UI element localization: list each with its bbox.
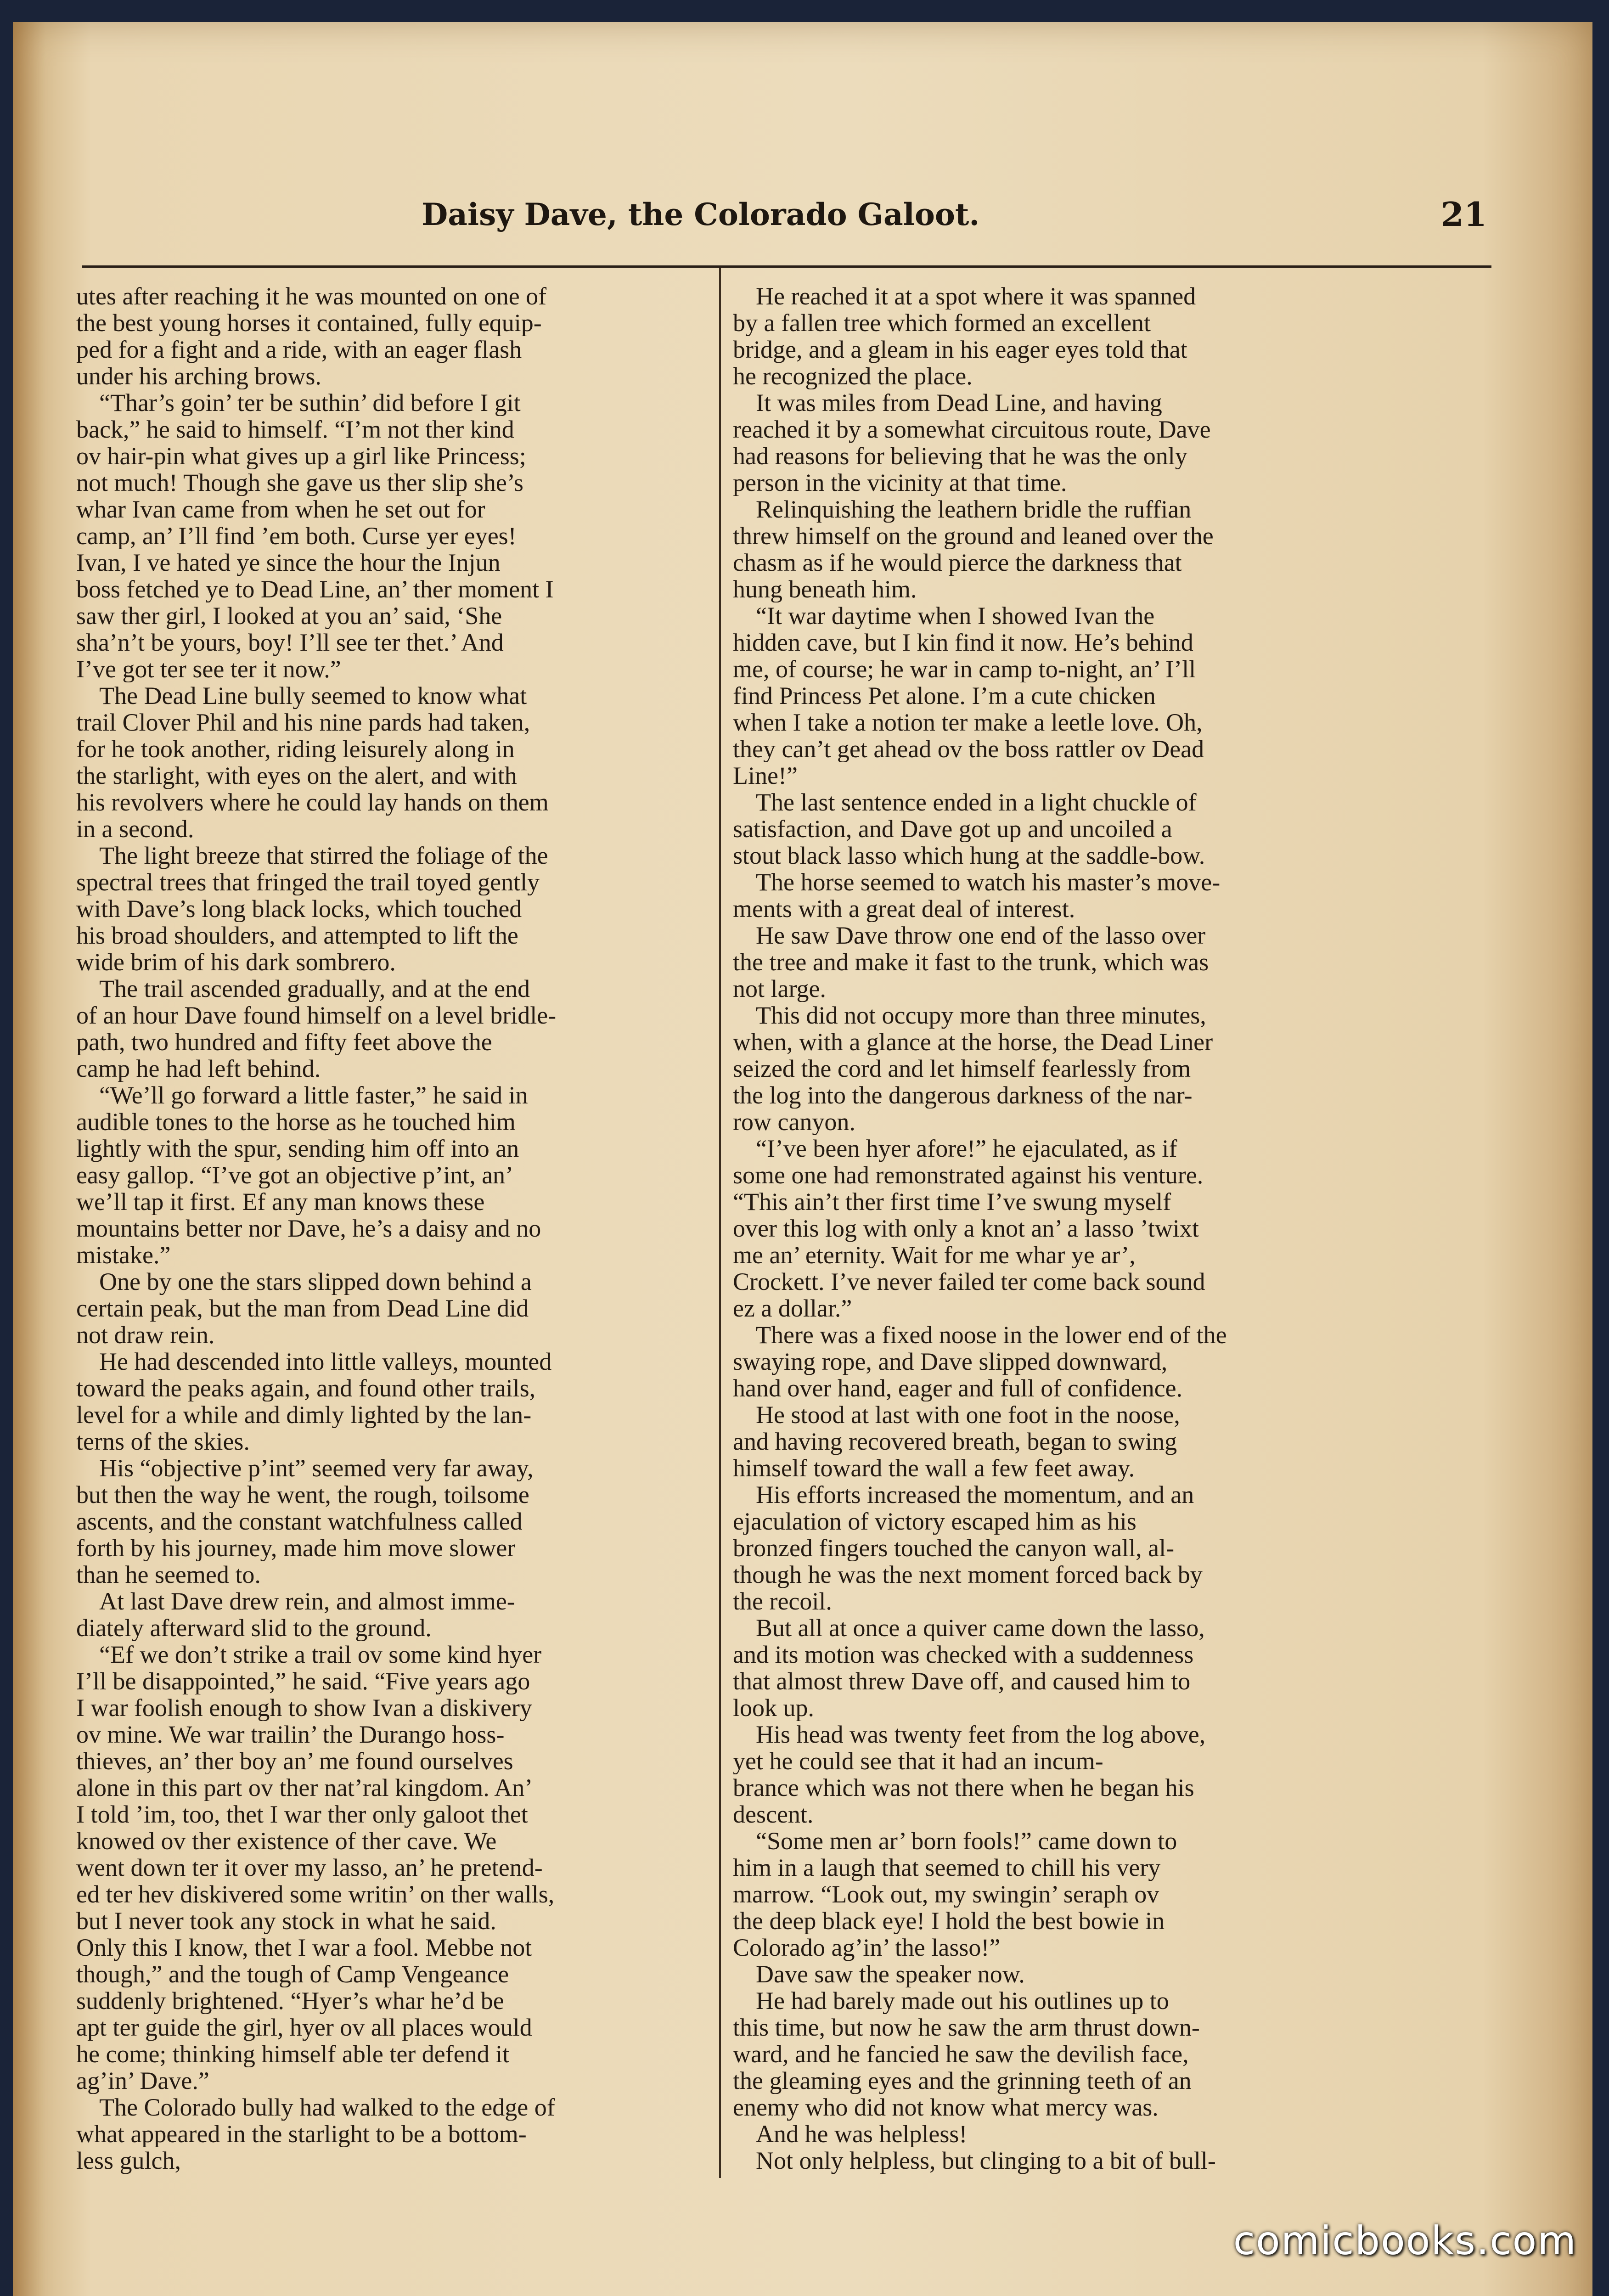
text-line: under his arching brows. [76,363,321,389]
text-line: He had barely made out his outlines up to [756,1987,1169,2014]
text-line: yet he could see that it had an incum- [733,1748,1103,1774]
text-line: but I never took any stock in what he said. [76,1908,496,1934]
text-line: whar Ivan came from when he set out for [76,496,485,523]
text-line: “This ain’t ther first time I’ve swung myself [733,1188,1171,1215]
text-line: went down ter it over my lasso, an’ he pretend- [76,1854,543,1881]
text-line: And he was helpless! [756,2121,968,2147]
text-line: of an hour Dave found himself on a level bridle- [76,1002,557,1029]
text-line: ped for a fight and a ride, with an eager flash [76,336,522,363]
text-line: over this log with only a knot an’ a lasso ’twixt [733,1215,1199,1242]
text-line: threw himself on the ground and leaned over the [733,523,1214,549]
text-line: satisfaction, and Dave got up and uncoiled a [733,816,1172,842]
text-line: trail Clover Phil and his nine pards had taken, [76,709,530,736]
text-line: but then the way he went, the rough, toilsome [76,1481,529,1508]
text-line: His “objective p’int” seemed very far away, [99,1455,534,1481]
text-line: The Dead Line bully seemed to know what [99,682,527,709]
text-line: wide brim of his dark sombrero. [76,949,396,975]
text-line: I’ve got ter see ter it now.” [76,656,341,682]
text-line: saw ther girl, I looked at you an’ said, ‘She [76,602,502,629]
text-line: ments with a great deal of interest. [733,895,1075,922]
text-line: There was a fixed noose in the lower end of the [756,1322,1227,1348]
text-line: the recoil. [733,1588,832,1615]
text-line: enemy who did not know what mercy was. [733,2094,1159,2121]
text-line: spectral trees that fringed the trail toyed gently [76,869,540,895]
text-line: ag’in’ Dave.” [76,2067,209,2094]
text-line: hung beneath him. [733,576,917,602]
text-line: I war foolish enough to show Ivan a diskivery [76,1694,532,1721]
text-line: bronzed fingers touched the canyon wall, al- [733,1535,1175,1561]
text-line: this time, but now he saw the arm thrust down- [733,2014,1200,2041]
text-line: had reasons for believing that he was the only [733,443,1187,469]
text-line: “I’ve been hyer afore!” he ejaculated, as if [756,1135,1177,1162]
text-line: diately afterward slid to the ground. [76,1615,432,1641]
text-line: He reached it at a spot where it was spanned [756,283,1196,310]
text-line: Line!” [733,762,798,789]
text-line: I’ll be disappointed,” he said. “Five years ago [76,1668,530,1694]
page-number: 21 [1440,195,1487,234]
text-line: me, of course; he war in camp to-night, an’ I’ll [733,656,1196,682]
text-line: the deep black eye! I hold the best bowie in [733,1908,1165,1934]
text-line: He had descended into little valleys, mounted [99,1348,552,1375]
text-line: by a fallen tree which formed an excellent [733,310,1151,336]
text-line: person in the vicinity at that time. [733,469,1067,496]
text-line: Not only helpless, but clinging to a bit of bull- [756,2147,1216,2174]
text-line: the gleaming eyes and the grinning teeth of an [733,2067,1192,2094]
text-line: ward, and he fancied he saw the devilish face, [733,2041,1189,2067]
text-line: hand over hand, eager and full of confidence. [733,1375,1183,1401]
text-line: some one had remonstrated against his venture. [733,1162,1204,1188]
text-line: the log into the dangerous darkness of the nar- [733,1082,1193,1109]
text-line: less gulch, [76,2147,181,2174]
text-line: not much! Though she gave us ther slip she’s [76,469,523,496]
text-line: ascents, and the constant watchfulness called [76,1508,523,1535]
text-line: His efforts increased the momentum, and an [756,1481,1194,1508]
running-header [82,178,1491,268]
text-line: his revolvers where he could lay hands on them [76,789,549,816]
text-line: in a second. [76,816,194,842]
text-line: he recognized the place. [733,363,973,389]
text-line: when I take a notion ter make a leetle love. Oh, [733,709,1203,736]
text-line: “It war daytime when I showed Ivan the [756,602,1155,629]
text-line: “Thar’s goin’ ter be suthin’ did before I git [99,389,521,416]
text-line: the starlight, with eyes on the alert, and with [76,762,517,789]
text-line: ed ter hev diskivered some writin’ on ther walls, [76,1881,555,1908]
text-line: camp, an’ I’ll find ’em both. Curse yer eyes! [76,523,517,549]
text-line: The Colorado bully had walked to the edge of [99,2094,555,2121]
text-line: and its motion was checked with a suddenness [733,1641,1194,1668]
text-line: Dave saw the speaker now. [756,1961,1025,1987]
text-line: back,” he said to himself. “I’m not ther kind [76,416,514,443]
text-line: The trail ascended gradually, and at the end [99,975,530,1002]
text-line: suddenly brightened. “Hyer’s whar he’d be [76,1987,504,2014]
text-line: I told ’im, too, thet I war ther only galoot thet [76,1801,528,1828]
text-line: himself toward the wall a few feet away. [733,1455,1135,1481]
text-line: chasm as if he would pierce the darkness that [733,549,1182,576]
text-line: though,” and the tough of Camp Vengeance [76,1961,509,1987]
text-line: ov mine. We war trailin’ the Durango hoss- [76,1721,505,1748]
text-line: mistake.” [76,1242,171,1268]
text-line: he come; thinking himself able ter defend it [76,2041,510,2067]
text-line: seized the cord and let himself fearlessly from [733,1055,1191,1082]
text-line: “Some men ar’ born fools!” came down to [756,1828,1177,1854]
text-line: hidden cave, but I kin find it now. He’s behind [733,629,1193,656]
text-line: One by one the stars slipped down behind a [99,1268,532,1295]
right-text-column [733,283,1350,2174]
text-line: toward the peaks again, and found other trails, [76,1375,536,1401]
text-line: stout black lasso which hung at the saddle-bow. [733,842,1205,869]
text-line: look up. [733,1694,815,1721]
text-line: Relinquishing the leathern bridle the ruffian [756,496,1192,523]
text-line: He saw Dave throw one end of the lasso over [756,922,1206,949]
text-line: though he was the next moment forced back by [733,1561,1203,1588]
text-line: descent. [733,1801,814,1828]
text-line: apt ter guide the girl, hyer ov all places would [76,2014,532,2041]
text-line: with Dave’s long black locks, which touched [76,895,522,922]
text-line: forth by his journey, made him move slower [76,1535,516,1561]
text-line: mountains better nor Dave, he’s a daisy and no [76,1215,541,1242]
text-line: swaying rope, and Dave slipped downward, [733,1348,1168,1375]
text-line: not draw rein. [76,1322,215,1348]
text-line: find Princess Pet alone. I’m a cute chicken [733,682,1156,709]
text-line: boss fetched ye to Dead Line, an’ ther moment I [76,576,554,602]
text-line: when, with a glance at the horse, the Dead Liner [733,1029,1213,1055]
text-line: The horse seemed to watch his master’s move- [756,869,1221,895]
text-line: level for a while and dimly lighted by the lan- [76,1401,532,1428]
page-title: Daisy Dave, the Colorado Galoot. [422,197,980,232]
text-line: row canyon. [733,1109,855,1135]
text-line: brance which was not there when he began his [733,1774,1194,1801]
text-line: ejaculation of victory escaped him as his [733,1508,1136,1535]
text-line: the best young horses it contained, fully equip- [76,310,542,336]
text-line: He stood at last with one foot in the noose, [756,1401,1180,1428]
text-line: At last Dave drew rein, and almost imme- [99,1588,515,1615]
text-line: It was miles from Dead Line, and having [756,389,1162,416]
text-line: the tree and make it fast to the trunk, which was [733,949,1209,975]
text-line: path, two hundred and fifty feet above the [76,1029,492,1055]
text-line: knowed ov ther existence of ther cave. We [76,1828,497,1854]
text-line: lightly with the spur, sending him off into an [76,1135,519,1162]
text-line: him in a laugh that seemed to chill his very [733,1854,1161,1881]
text-line: The last sentence ended in a light chuckle of [756,789,1197,816]
text-line: certain peak, but the man from Dead Line did [76,1295,529,1322]
text-line: His head was twenty feet from the log above, [756,1721,1206,1748]
text-line: ov hair-pin what gives up a girl like Princess; [76,443,526,469]
left-text-column [76,283,694,2174]
text-line: and having recovered breath, began to swing [733,1428,1177,1455]
text-line: easy gallop. “I’ve got an objective p’int, an’ [76,1162,514,1188]
text-line: “We’ll go forward a little faster,” he said in [99,1082,528,1109]
text-line: thieves, an’ ther boy an’ me found ourselves [76,1748,513,1774]
text-line: marrow. “Look out, my swingin’ seraph ov [733,1881,1159,1908]
text-line: what appeared in the starlight to be a bottom- [76,2121,527,2147]
column-divider [719,268,721,2178]
text-line: alone in this part ov ther nat’ral kingdom. An’ [76,1774,533,1801]
text-line: terns of the skies. [76,1428,250,1455]
text-line: than he seemed to. [76,1561,261,1588]
text-line: This did not occupy more than three minutes, [756,1002,1206,1029]
text-line: ez a dollar.” [733,1295,852,1322]
text-line: not large. [733,975,826,1002]
text-line: The light breeze that stirred the foliage of the [99,842,548,869]
text-line: his broad shoulders, and attempted to lift the [76,922,518,949]
text-line: “Ef we don’t strike a trail ov some kind hyer [99,1641,542,1668]
text-line: me an’ eternity. Wait for me whar ye ar’, [733,1242,1136,1268]
text-line: bridge, and a gleam in his eager eyes told that [733,336,1187,363]
text-line: But all at once a quiver came down the lasso, [756,1615,1205,1641]
text-line: we’ll tap it first. Ef any man knows these [76,1188,485,1215]
text-line: Ivan, I ve hated ye since the hour the Injun [76,549,501,576]
book-page [13,22,1592,2296]
site-watermark: comicbooks.com [1233,2218,1577,2264]
text-line: for he took another, riding leisurely along in [76,736,515,762]
text-line: that almost threw Dave off, and caused him to [733,1668,1191,1694]
text-line: camp he had left behind. [76,1055,321,1082]
text-line: Crockett. I’ve never failed ter come back sound [733,1268,1205,1295]
text-line: reached it by a somewhat circuitous route, Dave [733,416,1211,443]
text-line: they can’t get ahead ov the boss rattler ov Dead [733,736,1204,762]
text-line: sha’n’t be yours, boy! I’ll see ter thet.’ And [76,629,504,656]
text-line: utes after reaching it he was mounted on one of [76,283,547,310]
text-line: audible tones to the horse as he touched him [76,1109,516,1135]
text-line: Colorado ag’in’ the lasso!” [733,1934,1001,1961]
text-line: Only this I know, thet I war a fool. Mebbe not [76,1934,532,1961]
